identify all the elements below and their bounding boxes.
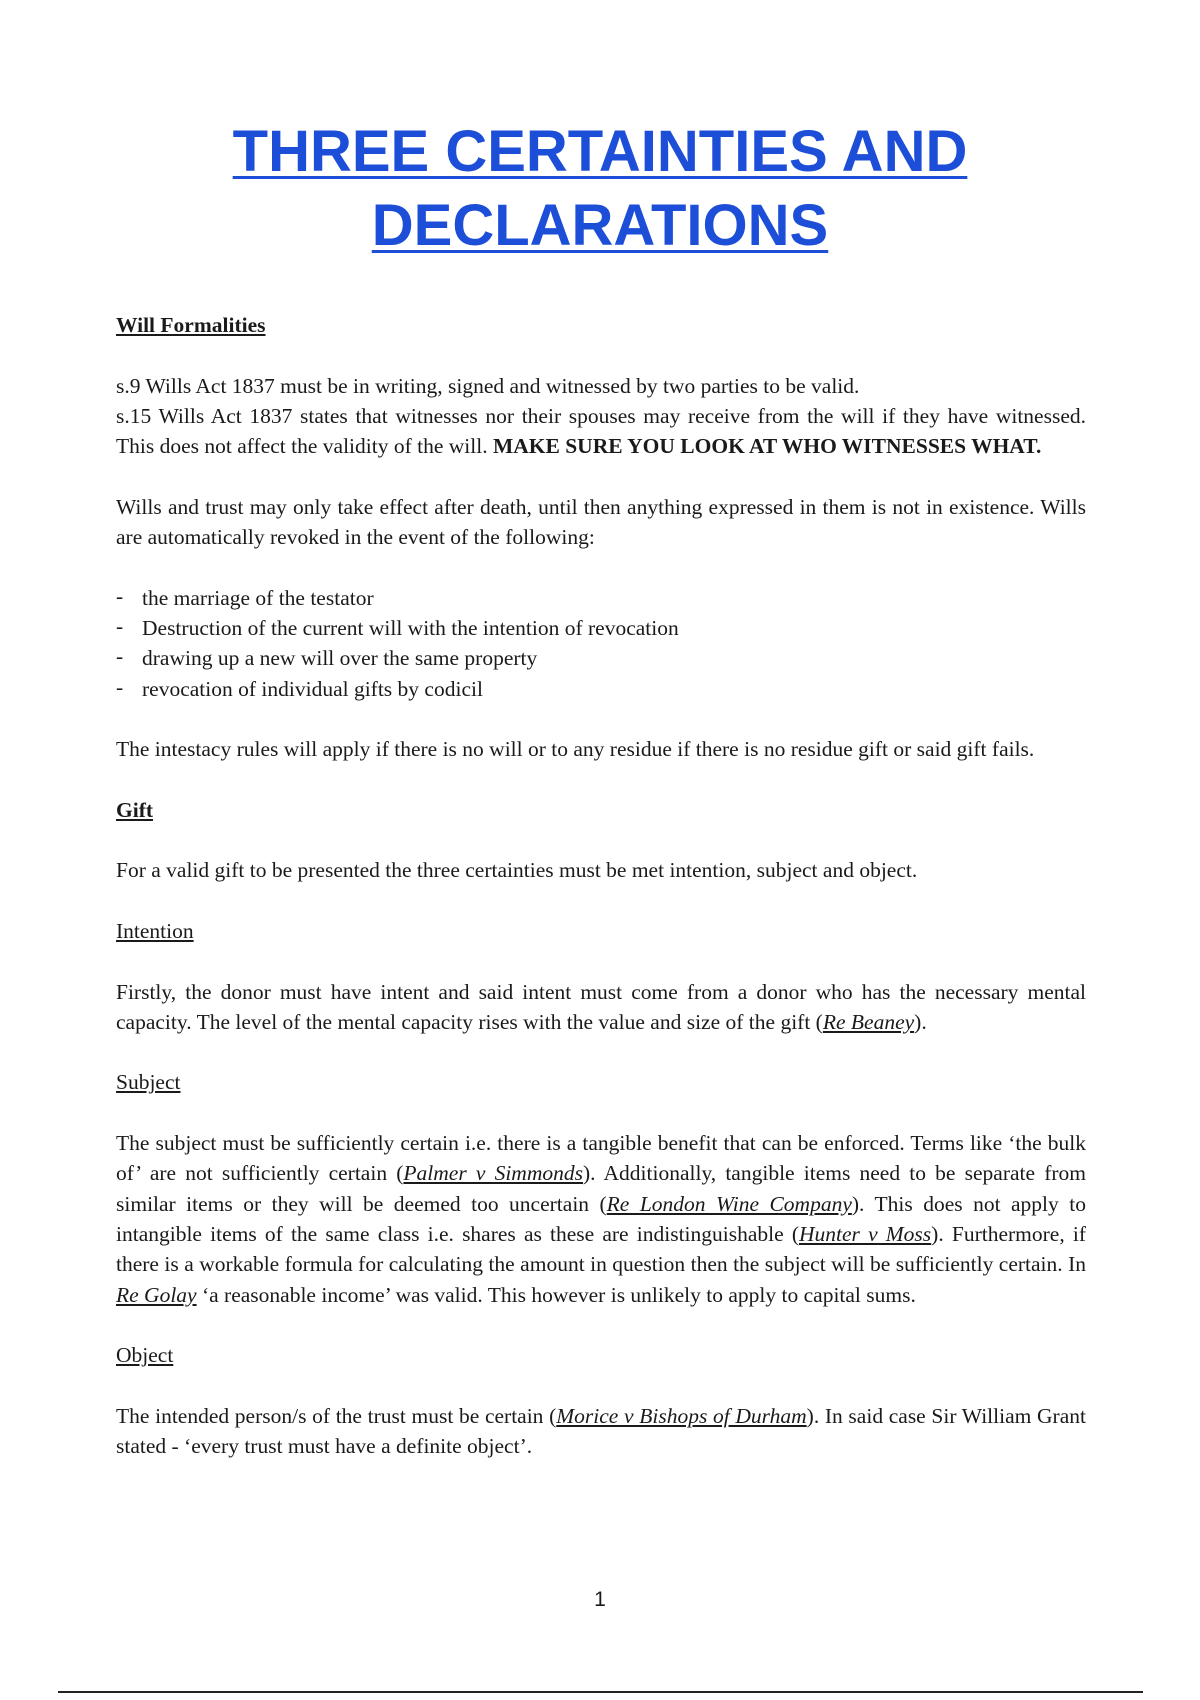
subject-text-5: ‘a reasonable income’ was valid. This however is unlikely to apply to capital sums.	[196, 1282, 916, 1307]
list-item: - drawing up a new will over the same property	[116, 643, 1086, 673]
subject-text-1: The subject must be sufficiently certain i.e. there is a tangible benefit that can be enforced. Terms like ‘the bulk of’ are not sufficiently certain (	[116, 1131, 1086, 1186]
footer-divider	[58, 1691, 1143, 1693]
intention-text-end: ).	[914, 1009, 927, 1034]
paragraph-gift-intro: For a valid gift to be presented the three certainties must be met intention, subject and object.	[116, 858, 918, 883]
paragraph-s9	[116, 371, 1086, 401]
heading-intention: Intention	[116, 918, 194, 943]
s15-emphasis: MAKE SURE YOU LOOK AT WHO WITNESSES WHAT.	[492, 434, 1042, 459]
object-text-1: The intended person/s of the trust must be certain (	[116, 1403, 557, 1428]
list-item: - the marriage of the testator	[116, 583, 1086, 613]
object-text-2: ). In said case Sir William Grant stated - ‘every trust must have a definite object’.	[116, 1403, 1086, 1458]
list-item: - Destruction of the current will with the intention of revocation	[116, 613, 1086, 643]
paragraph-subject	[116, 1128, 1086, 1310]
heading-object: Object	[116, 1343, 174, 1368]
subject-text-4: ). Furthermore, if there is a workable formula for calculating the amount in question then the subject will be sufficiently certain. In	[116, 1221, 1086, 1277]
intention-text: Firstly, the donor must have intent and said intent must come from a donor who has the necessary mental capacity. The level of the mental capacity rises with the value and size of the gift (	[116, 979, 1086, 1034]
subject-text-2: ). Additionally, tangible items need to be separate from similar items or they will be deemed too uncertain (	[116, 1161, 1086, 1216]
revocation-list	[116, 583, 1086, 704]
title-line-2: DECLARATIONS	[371, 193, 829, 258]
subject-text-3: ). This does not apply to intangible items of the same class i.e. shares as these are indistinguishable (	[116, 1191, 1086, 1246]
s15-text: s.15 Wills Act 1837 states that witnesses nor their spouses may receive from the will if they have witnessed. This does not affect the validity of the will.	[116, 403, 1086, 459]
paragraph-intention	[116, 977, 1086, 1038]
page-title	[0, 115, 1200, 263]
paragraph-s15	[116, 401, 1086, 462]
paragraph-object	[116, 1401, 1086, 1462]
case-re-beaney: Re Beaney	[822, 1009, 915, 1034]
case-re-london-wine: Re London Wine Company	[606, 1191, 852, 1216]
title-line-1: THREE CERTAINTIES AND	[232, 119, 968, 184]
case-palmer-v-simmonds: Palmer v Simmonds	[403, 1161, 583, 1186]
s9-text: s.9 Wills Act 1837 must be in writing, signed and witnessed by two parties to be valid.	[116, 373, 860, 398]
paragraph-revocation-intro: Wills and trust may only take effect after death, until then anything expressed in them is not in existence. Wills are automatically revoked in the event of the following:	[116, 494, 1086, 550]
heading-subject: Subject	[116, 1070, 181, 1095]
case-morice-v-bishops: Morice v Bishops of Durham	[556, 1403, 807, 1428]
list-item: - revocation of individual gifts by codicil	[116, 674, 1086, 704]
case-hunter-v-moss: Hunter v Moss	[799, 1221, 932, 1246]
case-re-golay: Re Golay	[116, 1282, 197, 1307]
page-number: 1	[594, 1588, 606, 1611]
document-body	[116, 310, 1086, 1461]
heading-gift: Gift	[116, 797, 154, 822]
paragraph-intestacy: The intestacy rules will apply if there is no will or to any residue if there is no residue gift or said gift fails.	[116, 737, 1035, 762]
heading-will-formalities: Will Formalities	[116, 313, 266, 337]
